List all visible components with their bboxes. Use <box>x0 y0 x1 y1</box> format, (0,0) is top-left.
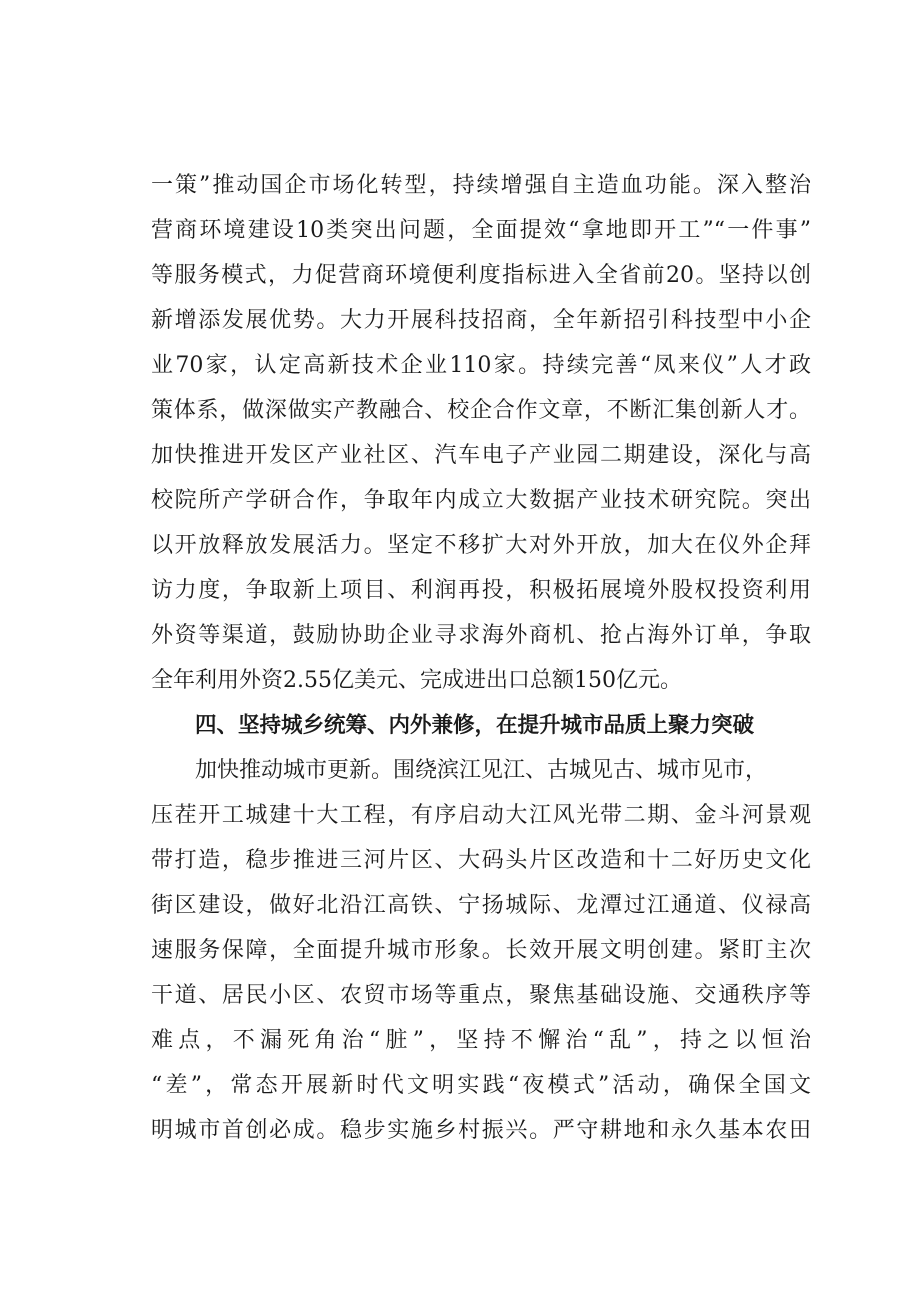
paragraph-line: 营商环境建设10类突出问题，全面提效“拿地即开工”“一件事” <box>151 218 811 243</box>
paragraph-line: 速服务保障，全面提升城市形象。长效开展文明创建。紧盯主次 <box>151 938 811 963</box>
paragraph-line: 策体系，做深做实产教融合、校企合作文章，不断汇集创新人才。 <box>151 398 811 423</box>
paragraph-line: 明城市首创必成。稳步实施乡村振兴。严守耕地和永久基本农田 <box>151 1118 811 1143</box>
paragraph-line: 新增添发展优势。大力开展科技招商，全年新招引科技型中小企 <box>151 308 811 333</box>
paragraph-line: “差”，常态开展新时代文明实践“夜模式”活动，确保全国文 <box>151 1073 811 1098</box>
paragraph-line: 等服务模式，力促营商环境便利度指标进入全省前20。坚持以创 <box>151 263 811 288</box>
heading-text: 四、坚持城乡统筹、内外兼修，在提升城市品质上聚力突破 <box>195 713 755 738</box>
paragraph-line: 压茬开工城建十大工程，有序启动大江风光带二期、金斗河景观 <box>151 803 811 828</box>
paragraph-line: 一策”推动国企市场化转型，持续增强自主造血功能。深入整治 <box>151 173 811 198</box>
paragraph-line: 全年利用外资2.55亿美元、完成进出口总额150亿元。 <box>151 668 682 693</box>
paragraph-line: 带打造，稳步推进三河片区、大码头片区改造和十二好历史文化 <box>151 848 811 873</box>
paragraph-line: 街区建设，做好北沿江高铁、宁扬城际、龙潭过江通道、仪禄高 <box>151 893 811 918</box>
paragraph-line: 外资等渠道，鼓励协助企业寻求海外商机、抢占海外订单，争取 <box>151 623 811 648</box>
paragraph-line: 加快推动城市更新。围绕滨江见江、古城见古、城市见市， <box>195 758 768 783</box>
paragraph-line: 校院所产学研合作，争取年内成立大数据产业技术研究院。突出 <box>151 488 811 513</box>
paragraph-line: 业70家，认定高新技术企业110家。持续完善“凤来仪”人才政 <box>151 353 811 378</box>
paragraph-line: 访力度，争取新上项目、利润再投，积极拓展境外股权投资利用 <box>151 578 811 603</box>
paragraph-line: 加快推进开发区产业社区、汽车电子产业园二期建设，深化与高 <box>151 443 811 468</box>
paragraph-line: 难点，不漏死角治“脏”，坚持不懈治“乱”，持之以恒治 <box>151 1028 811 1053</box>
paragraph-line: 干道、居民小区、农贸市场等重点，聚焦基础设施、交通秩序等 <box>151 983 811 1008</box>
paragraph-line: 以开放释放发展活力。坚定不移扩大对外开放，加大在仪外企拜 <box>151 533 811 558</box>
